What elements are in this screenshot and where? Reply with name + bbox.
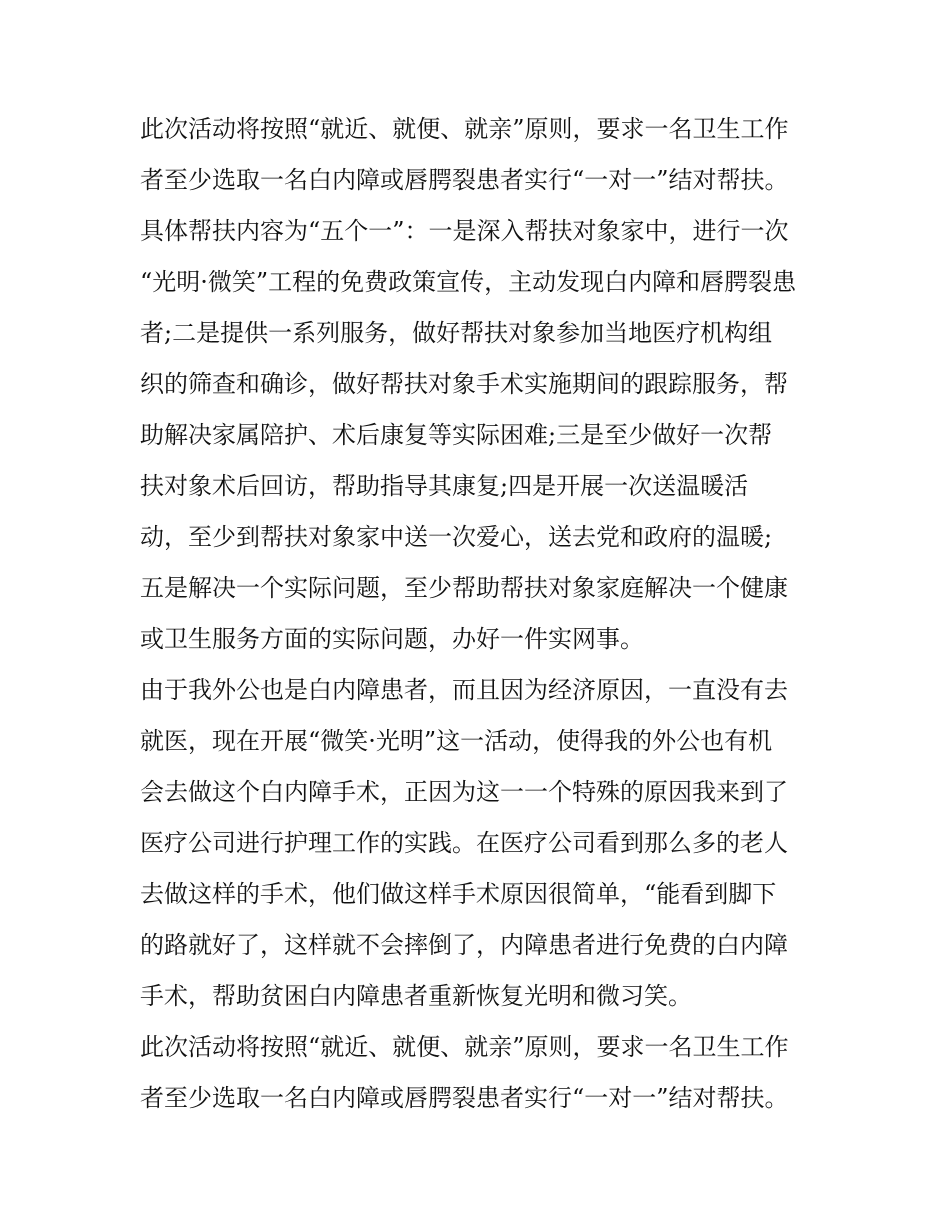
- text-line: 织的筛查和确诊，做好帮扶对象手术实施期间的跟踪服务，帮: [140, 370, 788, 398]
- text-line: 会去做这个白内障手术，正因为这一一个特殊的原因我来到了: [140, 778, 788, 806]
- text-line: 就医，现在开展“微笑·光明”这一活动，使得我的外公也有机: [140, 727, 773, 755]
- text-line: 者至少选取一名白内障或唇腭裂患者实行“一对一”结对帮扶。: [140, 166, 789, 194]
- text-line: 者至少选取一名白内障或唇腭裂患者实行“一对一”结对帮扶。: [140, 1084, 789, 1112]
- text-line: 医疗公司进行护理工作的实践。在医疗公司看到那么多的老人: [140, 829, 788, 857]
- text-line: “光明·微笑”工程的免费政策宣传，主动发现白内障和唇腭裂患: [140, 268, 797, 296]
- text-line: 具体帮扶内容为“五个一”：一是深入帮扶对象家中，进行一次: [140, 217, 789, 245]
- text-line: 去做这样的手术，他们做这样手术原因很简单，“能看到脚下: [140, 880, 777, 908]
- text-line: 的路就好了，这样就不会摔倒了，内障患者进行免费的白内障: [140, 931, 788, 959]
- text-line: 动，至少到帮扶对象家中送一次爱心，送去党和政府的温暖;: [140, 523, 773, 551]
- text-line: 者;二是提供一系列服务，做好帮扶对象参加当地医疗机构组: [140, 319, 773, 347]
- text-line: 扶对象术后回访，帮助指导其康复;四是开展一次送温暖活: [140, 472, 749, 500]
- text-line: 此次活动将按照“就近、就便、就亲”原则，要求一名卫生工作: [140, 115, 789, 143]
- text-line: 五是解决一个实际问题，至少帮助帮扶对象家庭解决一个健康: [140, 574, 788, 602]
- body-text: [140, 104, 820, 1124]
- text-line: 此次活动将按照“就近、就便、就亲”原则，要求一名卫生工作: [140, 1033, 789, 1061]
- text-line: 或卫生服务方面的实际问题，办好一件实网事。: [140, 625, 644, 653]
- text-line: 手术，帮助贫困白内障患者重新恢复光明和微习笑。: [140, 982, 692, 1010]
- text-line: 助解决家属陪护、术后康复等实际困难;三是至少做好一次帮: [140, 421, 773, 449]
- text-line: 由于我外公也是白内障患者，而且因为经济原因，一直没有去: [140, 676, 788, 704]
